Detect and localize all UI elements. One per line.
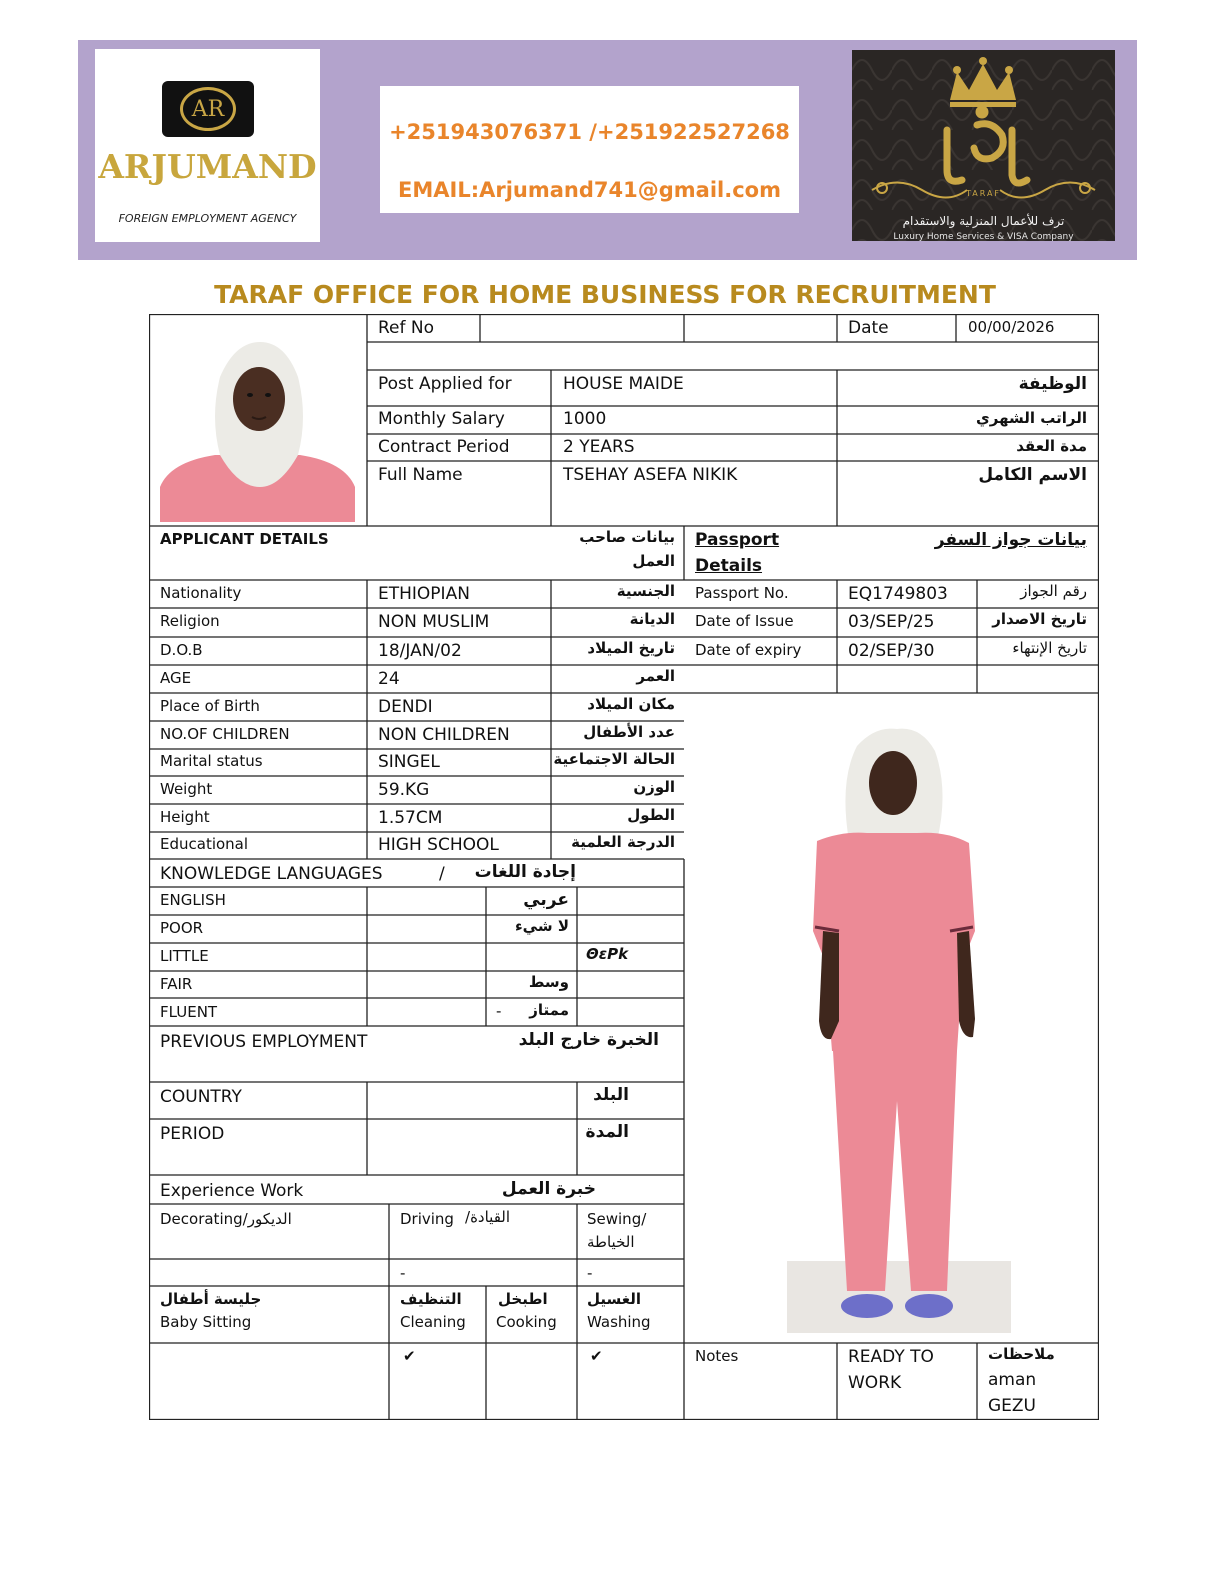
partner-english: Luxury Home Services & VISA Company bbox=[893, 232, 1074, 241]
applicant-arabic-religion: الديانة bbox=[629, 610, 675, 628]
full-figure bbox=[787, 721, 1011, 1333]
applicant-label-age: AGE bbox=[160, 669, 192, 687]
skill-sewing-mark: - bbox=[587, 1264, 593, 1282]
notes-extra-1: aman bbox=[988, 1370, 1037, 1390]
header-banner bbox=[78, 40, 1137, 260]
applicant-label-religion: Religion bbox=[160, 612, 220, 630]
cleaning-check-icon: ✔ bbox=[403, 1347, 416, 1365]
period-arabic: المدة bbox=[585, 1122, 629, 1142]
contact-phones: +251943076371 /+251922527268 bbox=[389, 120, 790, 144]
skill-sewing-arabic: الخياطة bbox=[587, 1233, 635, 1251]
agency-logo bbox=[95, 49, 320, 242]
skill-sewing: Sewing/ bbox=[587, 1210, 647, 1228]
taraf-logo bbox=[852, 50, 1115, 241]
passport-value-number: EQ1749803 bbox=[848, 584, 948, 604]
level-fair: FAIR bbox=[160, 975, 193, 993]
name-value: TSEHAY ASEFA NIKIK bbox=[563, 465, 738, 485]
language-english: ENGLISH bbox=[160, 891, 226, 909]
ref-no-label: Ref No bbox=[378, 318, 435, 338]
experience-heading: Experience Work bbox=[160, 1181, 304, 1201]
applicant-label-nationality: Nationality bbox=[160, 584, 242, 602]
contract-value: 2 YEARS bbox=[563, 437, 635, 457]
level-poor-arabic: لا شيء bbox=[515, 917, 569, 935]
skill-baby-arabic: جليسة أطفال bbox=[160, 1290, 262, 1308]
passport-arabic-issue: تاريخ الاصدار bbox=[992, 610, 1087, 628]
partner-arabic: ترف للأعمال المنزلية والاستقدام bbox=[902, 214, 1065, 228]
skill-washing-arabic: الغسيل bbox=[587, 1290, 642, 1308]
applicant-arabic-age: العمر bbox=[636, 667, 675, 685]
skill-decorating: Decorating/الديكور bbox=[160, 1210, 292, 1228]
applicant-value-birthplace: DENDI bbox=[378, 697, 433, 717]
passport-arabic-expiry: تاريخ الإنتهاء bbox=[1012, 639, 1087, 657]
applicant-value-nationality: ETHIOPIAN bbox=[378, 584, 470, 604]
name-label: Full Name bbox=[378, 465, 463, 485]
applicant-value-religion: NON MUSLIM bbox=[378, 612, 490, 632]
skill-cleaning: Cleaning bbox=[400, 1313, 466, 1331]
contract-arabic: مدة العقد bbox=[1016, 437, 1087, 455]
applicant-value-age: 24 bbox=[378, 669, 400, 689]
applicant-arabic-children: عدد الأطفال bbox=[583, 723, 675, 741]
previous-heading-arabic: الخبرة خارج البلد bbox=[518, 1030, 659, 1050]
level-fluent-arabic: ممتاز bbox=[529, 1001, 569, 1019]
passport-heading-1: Passport bbox=[695, 530, 780, 550]
application-form bbox=[149, 314, 1099, 1420]
level-fluent-english-mark: - bbox=[496, 1002, 502, 1020]
salary-label: Monthly Salary bbox=[378, 409, 505, 429]
post-arabic: الوظيفة bbox=[1018, 374, 1087, 394]
notes-value-1: READY TO bbox=[848, 1347, 934, 1367]
applicant-value-weight: 59.KG bbox=[378, 780, 430, 800]
portrait-figure bbox=[160, 337, 355, 522]
agency-subtitle: FOREIGN EMPLOYMENT AGENCY bbox=[118, 212, 297, 225]
applicant-label-weight: Weight bbox=[160, 780, 213, 798]
languages-heading-arabic: إجادة اللغات bbox=[474, 862, 576, 882]
passport-arabic-number: رقم الجواز bbox=[1020, 582, 1087, 600]
applicant-arabic-birthplace: مكان الميلاد bbox=[587, 695, 675, 713]
skill-cleaning-arabic: التنظيف bbox=[400, 1290, 462, 1308]
ar-monogram bbox=[162, 81, 254, 137]
level-poor: POOR bbox=[160, 919, 204, 937]
notes-extra-2: GEZU bbox=[988, 1396, 1037, 1416]
applicant-arabic-weight: الوزن bbox=[633, 778, 675, 796]
applicant-label-dob: D.O.B bbox=[160, 641, 203, 659]
applicant-heading-arabic-1: بيانات صاحب bbox=[579, 528, 675, 546]
passport-heading-2: Details bbox=[695, 556, 763, 576]
taraf-wordmark: TARAF bbox=[965, 189, 1002, 198]
skill-cooking-arabic: اطبخل bbox=[498, 1290, 548, 1308]
post-value: HOUSE MAIDE bbox=[563, 374, 684, 394]
contact-box bbox=[380, 86, 799, 213]
applicant-label-height: Height bbox=[160, 808, 210, 826]
applicant-portrait-photo bbox=[160, 337, 355, 522]
applicant-value-education: HIGH SCHOOL bbox=[378, 835, 499, 855]
notes-arabic: ملاحظات bbox=[988, 1345, 1055, 1363]
salary-value: 1000 bbox=[563, 409, 607, 429]
passport-value-issue: 03/SEP/25 bbox=[848, 612, 935, 632]
date-value: 00/00/2026 bbox=[968, 318, 1055, 336]
period-label: PERIOD bbox=[160, 1124, 225, 1144]
date-label: Date bbox=[848, 318, 889, 338]
experience-heading-arabic: خبرة العمل bbox=[501, 1179, 596, 1199]
applicant-heading: APPLICANT DETAILS bbox=[160, 530, 329, 548]
passport-label-number: Passport No. bbox=[695, 584, 789, 602]
page-title: TARAF OFFICE FOR HOME BUSINESS FOR RECRUITMENT bbox=[214, 280, 996, 309]
salary-arabic: الراتب الشهري bbox=[976, 409, 1087, 427]
notes-value-2: WORK bbox=[848, 1373, 902, 1393]
skill-driving-mark: - bbox=[400, 1264, 406, 1282]
passport-label-expiry: Date of expiry bbox=[695, 641, 802, 659]
skill-driving: Driving bbox=[400, 1210, 454, 1228]
applicant-value-dob: 18/JAN/02 bbox=[378, 641, 462, 661]
post-label: Post Applied for bbox=[378, 374, 512, 394]
skill-washing: Washing bbox=[587, 1313, 651, 1331]
taraf-emblem-art bbox=[852, 50, 1115, 241]
level-fluent: FLUENT bbox=[160, 1003, 218, 1021]
name-arabic: الاسم الكامل bbox=[978, 465, 1087, 485]
passport-heading-arabic: بيانات جواز السفر bbox=[934, 530, 1087, 550]
washing-check-icon: ✔ bbox=[590, 1347, 603, 1365]
contract-label: Contract Period bbox=[378, 437, 510, 457]
country-arabic: البلد bbox=[593, 1085, 629, 1105]
level-little: LITTLE bbox=[160, 947, 209, 965]
applicant-arabic-nationality: الجنسية bbox=[616, 582, 675, 600]
level-little-arabic: ΘεΡk bbox=[586, 945, 629, 963]
applicant-label-birthplace: Place of Birth bbox=[160, 697, 260, 715]
applicant-label-children: NO.OF CHILDREN bbox=[160, 725, 290, 743]
level-fair-arabic: وسط bbox=[528, 973, 569, 991]
passport-value-expiry: 02/SEP/30 bbox=[848, 641, 935, 661]
contact-email: EMAIL:Arjumand741@gmail.com bbox=[398, 178, 781, 202]
country-label: COUNTRY bbox=[160, 1087, 242, 1107]
applicant-arabic-dob: تاريخ الميلاد bbox=[587, 639, 675, 657]
ar-monogram-letters: AR bbox=[180, 87, 236, 131]
applicant-value-marital: SINGEL bbox=[378, 752, 440, 772]
applicant-label-marital: Marital status bbox=[160, 752, 263, 770]
applicant-value-children: NON CHILDREN bbox=[378, 725, 510, 745]
applicant-value-height: 1.57CM bbox=[378, 808, 443, 828]
passport-label-issue: Date of Issue bbox=[695, 612, 794, 630]
applicant-arabic-education: الدرجة العلمية bbox=[571, 833, 675, 851]
previous-heading: PREVIOUS EMPLOYMENT bbox=[160, 1032, 368, 1052]
notes-label: Notes bbox=[695, 1347, 739, 1365]
applicant-heading-arabic-2: العمل bbox=[632, 552, 675, 570]
languages-slash: / bbox=[439, 864, 445, 884]
agency-name: ARJUMAND bbox=[98, 147, 317, 186]
applicant-arabic-marital: الحالة الاجتماعية bbox=[553, 750, 675, 768]
skill-driving-arabic: /القيادة bbox=[465, 1208, 511, 1226]
skill-baby: Baby Sitting bbox=[160, 1313, 252, 1331]
applicant-full-photo bbox=[787, 721, 1011, 1333]
language-arabic: عربي bbox=[523, 890, 569, 910]
languages-heading: KNOWLEDGE LANGUAGES bbox=[160, 864, 383, 884]
applicant-arabic-height: الطول bbox=[627, 806, 675, 824]
applicant-label-education: Educational bbox=[160, 835, 249, 853]
skill-cooking: Cooking bbox=[496, 1313, 557, 1331]
